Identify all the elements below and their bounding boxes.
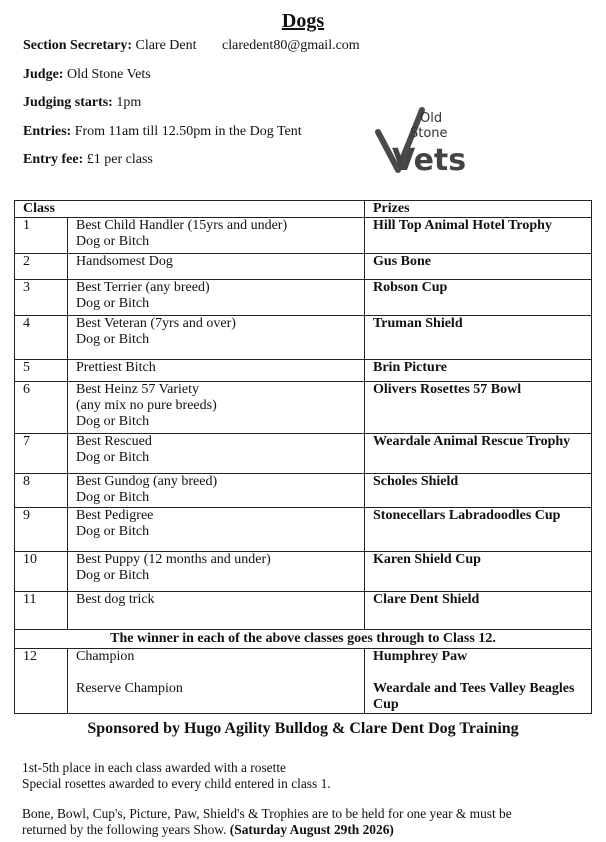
class-line: Dog or Bitch (76, 490, 150, 505)
class-prize (365, 649, 592, 714)
table-row (15, 218, 592, 254)
note-line: Bone, Bowl, Cup's, Picture, Paw, Shield's & Trophies are to be held for one year & must be (22, 806, 512, 821)
class-line: Best Child Handler (15yrs and under) (76, 218, 288, 233)
class-line: Best dog trick (76, 592, 155, 607)
class-line: Dog or Bitch (76, 414, 150, 429)
class-name (68, 474, 365, 508)
class-name (68, 382, 365, 434)
class-number: 1 (15, 218, 68, 254)
header-class: Class (15, 201, 365, 218)
class-name (68, 218, 365, 254)
class-line: Best Pedigree (76, 508, 154, 523)
class-number: 8 (15, 474, 68, 508)
class-number: 11 (15, 592, 68, 630)
class-name (68, 552, 365, 592)
judging-label: Judging starts: (23, 95, 113, 110)
logo-text-old: Old (420, 111, 443, 126)
class-line: Prettiest Bitch (76, 360, 156, 375)
reserve-champion-prize: Weardale and Tees Valley Beagles Cup (373, 681, 575, 712)
classes-table (14, 200, 592, 714)
class-name (68, 649, 365, 714)
class-line: Best Puppy (12 months and under) (76, 552, 271, 567)
class-name (68, 592, 365, 630)
secretary-email: claredent80@gmail.com (222, 38, 360, 53)
table-row (15, 630, 592, 649)
table-row (15, 382, 592, 434)
page-title: Dogs (281, 10, 325, 32)
table-row (15, 552, 592, 592)
champion-prize: Humphrey Paw (373, 649, 468, 664)
class-prize: Robson Cup (365, 280, 592, 316)
logo-text-vets: Vets (392, 143, 467, 176)
qualification-banner: The winner in each of the above classes goes through to Class 12. (15, 630, 592, 649)
table-row (15, 316, 592, 360)
class-number: 12 (15, 649, 68, 714)
judging-value: 1pm (116, 95, 142, 110)
champion-label: Champion (76, 649, 135, 664)
note-line: Special rosettes awarded to every child entered in class 1. (22, 776, 331, 791)
reserve-champion-label: Reserve Champion (76, 681, 183, 696)
note-line (22, 822, 512, 838)
class-line: Best Terrier (any breed) (76, 280, 210, 295)
note-return-date: (Saturday August 29th 2026) (229, 822, 394, 837)
class-name (68, 434, 365, 474)
judge-label: Judge: (23, 67, 64, 82)
judging-line (23, 95, 141, 111)
fee-label: Entry fee: (23, 152, 84, 167)
class-name (68, 360, 365, 382)
class-number: 2 (15, 254, 68, 280)
secretary-name: Clare Dent (135, 38, 197, 53)
table-row (15, 280, 592, 316)
class-prize: Weardale Animal Rescue Trophy (365, 434, 592, 474)
class-rows (15, 218, 592, 714)
class-prize: Truman Shield (365, 316, 592, 360)
table-row (15, 360, 592, 382)
class-number: 4 (15, 316, 68, 360)
notes-return (22, 806, 512, 838)
class-name (68, 254, 365, 280)
class-prize: Gus Bone (365, 254, 592, 280)
note-return-text: returned by the following years Show. (22, 822, 227, 837)
class-number: 10 (15, 552, 68, 592)
judge-line (23, 67, 151, 83)
secretary-line (23, 38, 360, 54)
class-line: Best Gundog (any breed) (76, 474, 218, 489)
entries-line (23, 124, 302, 140)
class-line: Dog or Bitch (76, 234, 150, 249)
class-prize: Karen Shield Cup (365, 552, 592, 592)
class-prize: Stonecellars Labradoodles Cup (365, 508, 592, 552)
notes-rosettes (22, 760, 331, 792)
class-number: 5 (15, 360, 68, 382)
table-row (15, 592, 592, 630)
class-line: Dog or Bitch (76, 568, 150, 583)
logo-text-stone: Stone (410, 126, 448, 141)
class-line: Best Heinz 57 Variety (76, 382, 199, 397)
table-row (15, 254, 592, 280)
fee-line (23, 152, 153, 168)
header-prizes: Prizes (365, 201, 592, 218)
table-row (15, 508, 592, 552)
fee-value: £1 per class (86, 152, 153, 167)
class-prize: Olivers Rosettes 57 Bowl (365, 382, 592, 434)
class-line: Dog or Bitch (76, 450, 150, 465)
secretary-label: Section Secretary: (23, 38, 132, 53)
class-prize: Brin Picture (365, 360, 592, 382)
table-row (15, 474, 592, 508)
class-number: 7 (15, 434, 68, 474)
class-prize: Hill Top Animal Hotel Trophy (365, 218, 592, 254)
class-number: 6 (15, 382, 68, 434)
sponsor-line: Sponsored by Hugo Agility Bulldog & Clare Dent Dog Training (87, 720, 519, 737)
class-line: Dog or Bitch (76, 332, 150, 347)
class-line: (any mix no pure breeds) (76, 398, 217, 413)
old-stone-vets-logo (372, 92, 468, 176)
class-name (68, 508, 365, 552)
class-line: Best Veteran (7yrs and over) (76, 316, 236, 331)
class-line: Dog or Bitch (76, 296, 150, 311)
class-name (68, 316, 365, 360)
note-line: 1st-5th place in each class awarded with a rosette (22, 760, 286, 775)
class-prize: Scholes Shield (365, 474, 592, 508)
table-header-row (15, 201, 592, 218)
judge-value: Old Stone Vets (66, 67, 151, 82)
class-line: Handsomest Dog (76, 254, 173, 269)
table-row (15, 434, 592, 474)
class-name (68, 280, 365, 316)
entries-label: Entries: (23, 124, 72, 139)
class-number: 9 (15, 508, 68, 552)
class-prize: Clare Dent Shield (365, 592, 592, 630)
class-line: Best Rescued (76, 434, 152, 449)
table-row (15, 649, 592, 714)
entries-value: From 11am till 12.50pm in the Dog Tent (74, 124, 302, 139)
class-line: Dog or Bitch (76, 524, 150, 539)
class-number: 3 (15, 280, 68, 316)
